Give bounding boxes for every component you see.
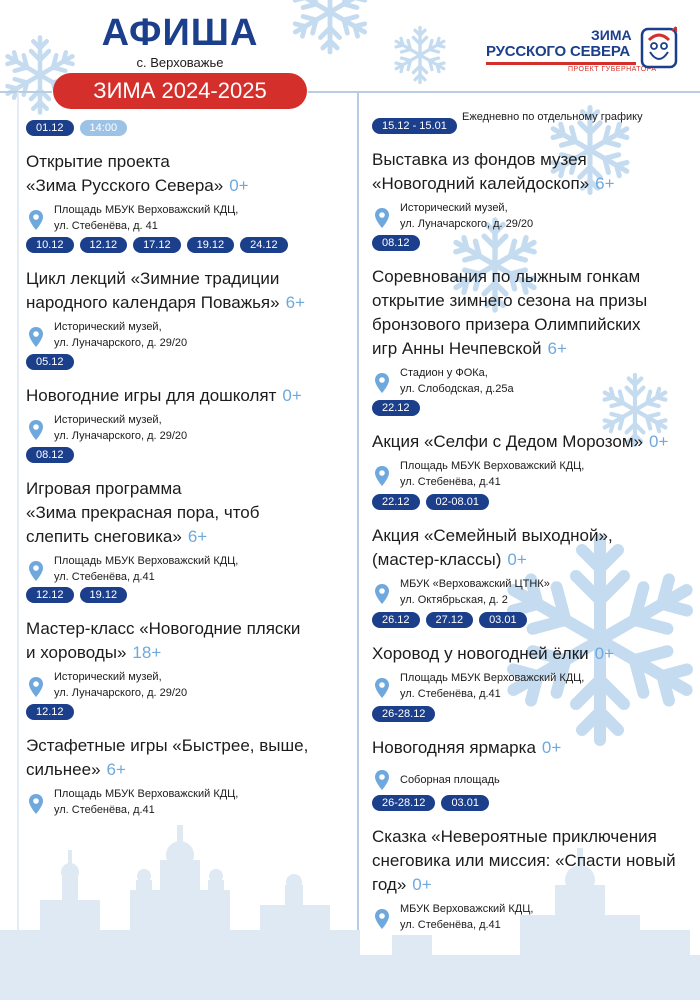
age-rating: 0+ [541,738,562,757]
location-pin-icon [29,794,43,814]
location-pin-icon [375,909,389,929]
event-card [372,111,694,232]
date-tag: 01.12 [26,120,74,136]
event-location: Соборная площадь [400,774,500,786]
event-location: МБУК Верховажский КДЦ, ул. Стебенёва, д.41 [400,903,534,931]
date-tag: 12.12 [26,587,74,603]
event-location: МБУК «Верховажский ЦТНК» ул. Октябрьская, д. 2 [400,578,550,606]
event-card [372,706,694,788]
time-tag: 14:00 [80,120,128,136]
event-title: Открытие проекта «Зима Русского Севера» [26,152,224,195]
event-title: Соревнования по лыжным гонкам открытие зимнего сезона на призы бронзового призера Олимпийских игр Анны Нечпевской [372,267,648,358]
event-title: Игровая программа «Зима прекрасная пора, чтоб слепить снеговика» [26,479,260,546]
schedule-note: Ежедневно по отдельному графику [462,111,643,123]
event-card [372,235,694,397]
age-rating: 18+ [132,643,162,662]
snowflake-icon [393,28,447,83]
event-location: Исторический музей, ул. Луначарского, д. 29/20 [400,202,534,230]
event-location: Исторический музей, ул. Луначарского, д. 29/20 [54,671,188,699]
date-tag: 26-28.12 [372,706,435,722]
event-location: Площадь МБУК Верховажский КДЦ, ул. Стебенёва, д. 41 [54,204,239,232]
event-card [26,120,346,234]
location-pin-icon [29,561,43,581]
date-tag: 02-08.01 [426,494,489,510]
age-rating: 6+ [106,760,126,779]
age-rating: 0+ [229,176,249,195]
logo-line1: ЗИМА [591,27,632,43]
event-title: Хоровод у новогодней ёлки [372,644,589,663]
ded-moroz-icon [639,26,679,70]
age-rating: 6+ [187,527,208,546]
age-rating: 0+ [594,644,615,663]
date-tag: 26.12 [372,612,420,628]
date-tag: 15.12 - 15.01 [372,118,457,134]
date-tag: 26-28.12 [372,795,435,811]
date-tag: 08.12 [372,235,420,251]
date-tag: 05.12 [26,354,74,370]
event-card [372,494,694,608]
logo-divider [486,62,636,65]
location-pin-icon [29,677,43,697]
event-title: Новогодние игры для дошколят [26,386,277,405]
page-subtitle: с. Верховажье [136,55,224,70]
logo [486,24,686,80]
event-title: Эстафетные игры «Быстрее, выше, сильнее» [26,736,309,779]
date-tag: 19.12 [187,237,235,253]
event-card [26,354,346,444]
age-rating: 0+ [282,386,302,405]
snowflake-icon [291,0,370,52]
location-pin-icon [375,584,389,604]
age-rating: 6+ [547,339,567,358]
age-rating: 6+ [595,174,615,193]
event-location: Площадь МБУК Верховажский КДЦ, ул. Стебенёва, д.41 [54,555,239,583]
date-tag: 17.12 [133,237,181,253]
event-title: Новогодняя ярмарка [372,738,536,757]
event-card [26,447,346,585]
event-card [26,237,346,351]
date-tag: 22.12 [372,494,420,510]
date-tag: 27.12 [426,612,474,628]
event-location: Исторический музей, ул. Луначарского, д. 29/20 [54,414,188,442]
event-card [26,587,346,701]
location-pin-icon [375,770,389,790]
event-location: Площадь МБУК Верховажский КДЦ, ул. Стебенёва, д.41 [400,460,585,488]
event-card [26,704,346,818]
event-location: Площадь МБУК Верховажский КДЦ, ул. Стебенёва, д.41 [400,672,585,700]
date-tag: 08.12 [26,447,74,463]
date-tag: 12.12 [80,237,128,253]
event-card [372,400,694,490]
logo-line3: ПРОЕКТ ГУБЕРНАТОРА [568,66,657,73]
date-tag: 03.01 [479,612,527,628]
age-rating: 0+ [649,432,669,451]
event-location: Стадион у ФОКа, ул. Слободская, д.25а [400,367,514,395]
date-tag: 22.12 [372,400,420,416]
date-tag: 03.01 [441,795,489,811]
logo-line2: РУССКОГО СЕВЕРА [486,43,630,60]
date-tag: 19.12 [80,587,128,603]
event-title: Акция «Семейный выходной», (мастер-классы) [372,526,613,569]
event-title: Мастер-класс «Новогодние пляски и хороводы» [26,619,301,662]
location-pin-icon [29,210,43,230]
event-title: Акция «Селфи с Дедом Морозом» [372,432,644,451]
event-title: Цикл лекций «Зимние традиции народного календаря Поважья» [26,269,280,312]
date-tag: 24.12 [240,237,288,253]
date-tag: 10.12 [26,237,74,253]
location-pin-icon [375,373,389,393]
season-badge: ЗИМА 2024-2025 [53,73,307,109]
age-rating: 6+ [285,293,305,312]
event-location: Площадь МБУК Верховажский КДЦ, ул. Стебенёва, д.41 [54,788,239,816]
date-tag: 12.12 [26,704,74,720]
event-card [372,612,694,702]
age-rating: 0+ [507,550,527,569]
event-title: Выставка из фондов музея «Новогодний калейдоскоп» [372,150,590,193]
event-card [372,795,694,933]
event-title: Сказка «Невероятные приключения снеговика или миссия: «Спасти новый год» [372,827,676,894]
event-location: Исторический музей, ул. Луначарского, д. 29/20 [54,321,188,349]
age-rating: 0+ [412,875,432,894]
location-pin-icon [375,466,389,486]
location-pin-icon [375,678,389,698]
location-pin-icon [29,420,43,440]
page-title: АФИША [101,12,259,54]
location-pin-icon [29,327,43,347]
location-pin-icon [375,208,389,228]
